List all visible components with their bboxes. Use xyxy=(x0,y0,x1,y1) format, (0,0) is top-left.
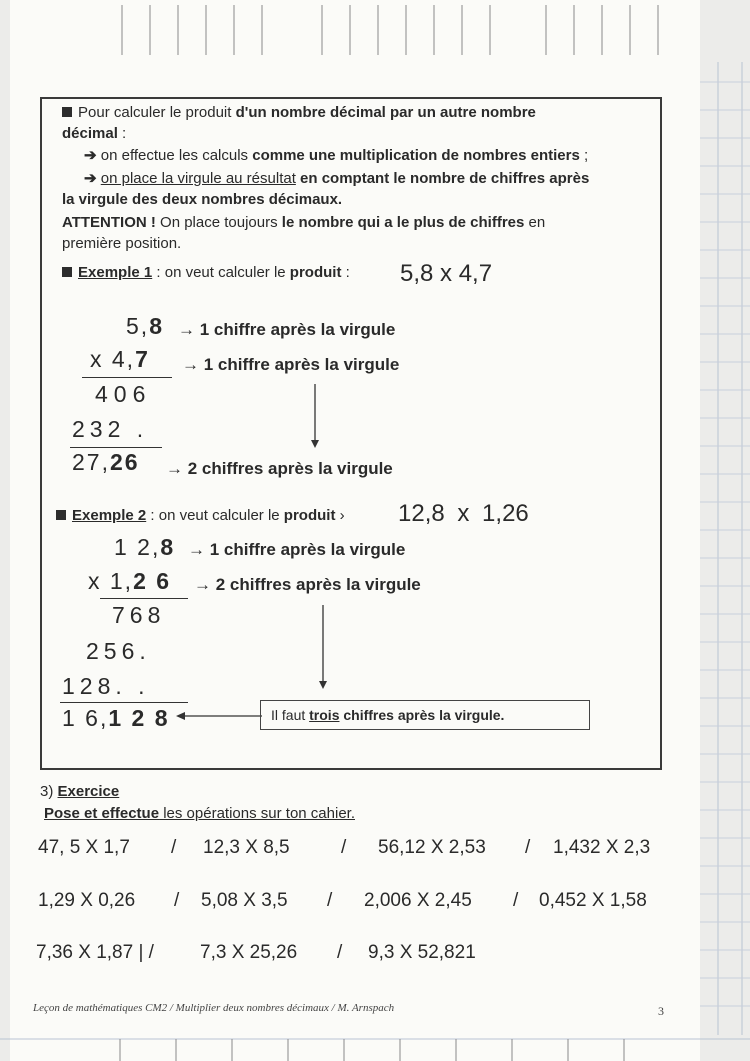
exercise-separator: / xyxy=(327,890,333,911)
attention-line xyxy=(62,214,545,232)
example1-partial2: 232 . xyxy=(72,416,149,442)
attention-label: ATTENTION ! xyxy=(62,214,156,231)
exercise-separator: / xyxy=(513,890,519,911)
result-int: 1 6, xyxy=(62,705,109,731)
example1-result xyxy=(72,449,140,475)
exercise-heading xyxy=(40,783,119,801)
rule-line-1 xyxy=(62,104,536,122)
exercise-op: 1,432 X 2,3 xyxy=(553,837,651,858)
example2-factor2 xyxy=(88,568,171,594)
rule-text: Pour calculer le produit xyxy=(78,104,236,121)
instruction-text: les opérations sur ton cahier. xyxy=(159,805,355,822)
arrow-right-icon: ➔ xyxy=(84,170,101,187)
factor2-dec: 7 xyxy=(135,346,150,372)
example1-sum-line xyxy=(70,447,162,448)
factor1-dec: 8 xyxy=(160,534,176,560)
exercise-op: 1,29 X 0,26 xyxy=(38,890,136,911)
bullet-square-icon xyxy=(62,267,72,277)
example1-rule-line xyxy=(82,377,172,378)
bullet-square-icon xyxy=(62,107,72,117)
bottom-grid-paper xyxy=(0,1035,750,1061)
rule-colon: : xyxy=(117,125,127,142)
example2-operation: 12,8 x 1,26 xyxy=(398,500,529,527)
exercise-op: 12,3 X 8,5 xyxy=(203,837,290,858)
exercise-separator: / xyxy=(171,837,177,858)
exercise-op: 5,08 X 3,5 xyxy=(201,890,288,911)
bullet-text-bold: comme une multiplication de nombres entiers xyxy=(252,147,580,164)
note-text: Il faut xyxy=(271,707,310,723)
factor2-int: x 1, xyxy=(88,568,134,594)
factor1-int: 1 2, xyxy=(114,534,161,560)
rule-bullet-1 xyxy=(84,147,588,165)
example1-label: Exemple 1 xyxy=(78,264,153,281)
page-number: 3 xyxy=(658,1004,664,1018)
exercise-number: 3) xyxy=(40,783,58,800)
example1-result-note: → 2 chiffres après la virgule xyxy=(166,459,393,478)
exercise-op: 2,006 X 2,45 xyxy=(364,890,472,911)
instruction-bold: Pose et effectue xyxy=(44,805,160,822)
exercise-separator: / xyxy=(337,942,343,963)
rule-bullet-2-cont: la virgule des deux nombres décimaux. xyxy=(62,191,343,208)
down-arrow-icon xyxy=(308,384,322,450)
right-grid-paper xyxy=(700,62,750,1035)
bullet-text: on effectue les calculs xyxy=(100,147,253,164)
exercise-instruction xyxy=(44,805,355,823)
top-grid-paper xyxy=(0,0,750,62)
exercise-op: 9,3 X 52,821 xyxy=(368,942,476,963)
exercise-op: 56,12 X 2,53 xyxy=(378,837,486,858)
attention-text-end: en xyxy=(524,214,546,231)
note-text-end: chiffres après la virgule. xyxy=(339,707,505,723)
example2-factor1-note: → 1 chiffre après la virgule xyxy=(188,540,406,559)
factor1-dec: 8 xyxy=(149,313,164,339)
factor2-dec: 2 6 xyxy=(133,568,172,594)
example1-partial1: 406 xyxy=(95,381,152,407)
rule-bullet-2 xyxy=(84,170,589,188)
result-dec: 1 2 8 xyxy=(108,705,170,731)
exercise-op: 7,3 X 25,26 xyxy=(200,942,298,963)
example2-partial3: 128. . xyxy=(62,673,150,699)
example1-operation: 5,8 x 4,7 xyxy=(400,260,493,287)
example2-label: Exemple 2 xyxy=(72,507,147,524)
exercise-separator: / xyxy=(525,837,531,858)
example2-result xyxy=(62,705,170,731)
factor2-int: x 4, xyxy=(90,346,136,372)
example1-factor2-note: → 1 chiffre après la virgule xyxy=(182,355,400,374)
example1-factor1-note: → 1 chiffre après la virgule xyxy=(178,320,396,339)
example1-factor2 xyxy=(90,346,150,372)
attention-text: On place toujours xyxy=(155,214,282,231)
example1-text: : on veut calculer le xyxy=(152,264,290,281)
example2-colon: › xyxy=(335,507,345,524)
note-text-bold: trois xyxy=(309,707,340,723)
rule-text-bold: décimal xyxy=(62,125,118,142)
exercise-title: Exercice xyxy=(57,783,120,800)
exercise-op: 47, 5 X 1,7 xyxy=(38,837,130,858)
result-dec: 26 xyxy=(109,449,140,475)
attention-text-bold: le nombre qui a le plus de chiffres xyxy=(281,214,525,231)
example1-produit: produit xyxy=(289,264,342,281)
arrow-right-icon: ➔ xyxy=(84,147,101,164)
bullet-text-underlined: on place la virgule au résultat xyxy=(100,170,296,187)
bullet-square-icon xyxy=(56,510,66,520)
example1-factor1 xyxy=(126,313,164,339)
example2-factor2-note: → 2 chiffres après la virgule xyxy=(194,575,421,594)
example2-text: : on veut calculer le xyxy=(146,507,284,524)
exercise-separator: / xyxy=(341,837,347,858)
example2-produit: produit xyxy=(283,507,336,524)
example1-colon: : xyxy=(341,264,350,281)
exercise-op: 0,452 X 1,58 xyxy=(539,890,647,911)
result-int: 27, xyxy=(72,449,110,475)
example2-note-box xyxy=(260,700,590,730)
left-arrow-icon xyxy=(176,709,262,723)
example1-heading xyxy=(62,264,350,282)
example2-partial1: 768 xyxy=(112,602,166,628)
example2-heading xyxy=(56,507,345,525)
footer-caption: Leçon de mathématiques CM2 / Multiplier deux nombres décimaux / M. Arnspach xyxy=(33,1002,395,1014)
example2-factor1 xyxy=(114,534,175,560)
example2-partial2: 256. xyxy=(86,638,151,664)
example2-sum-line xyxy=(60,702,188,703)
example2-rule-line xyxy=(100,598,188,599)
exercise-separator: / xyxy=(174,890,180,911)
down-arrow-icon xyxy=(316,605,330,691)
rule-text-bold: d'un nombre décimal par un autre nombre xyxy=(235,104,536,121)
bullet-text-end: ; xyxy=(579,147,589,164)
attention-line-2: première position. xyxy=(62,235,182,252)
factor1-int: 5, xyxy=(126,313,150,339)
rule-line-2 xyxy=(62,125,126,143)
bullet-text-bold: en comptant le nombre de chiffres après xyxy=(295,170,590,187)
exercise-op: 7,36 X 1,87 | / xyxy=(36,942,154,963)
